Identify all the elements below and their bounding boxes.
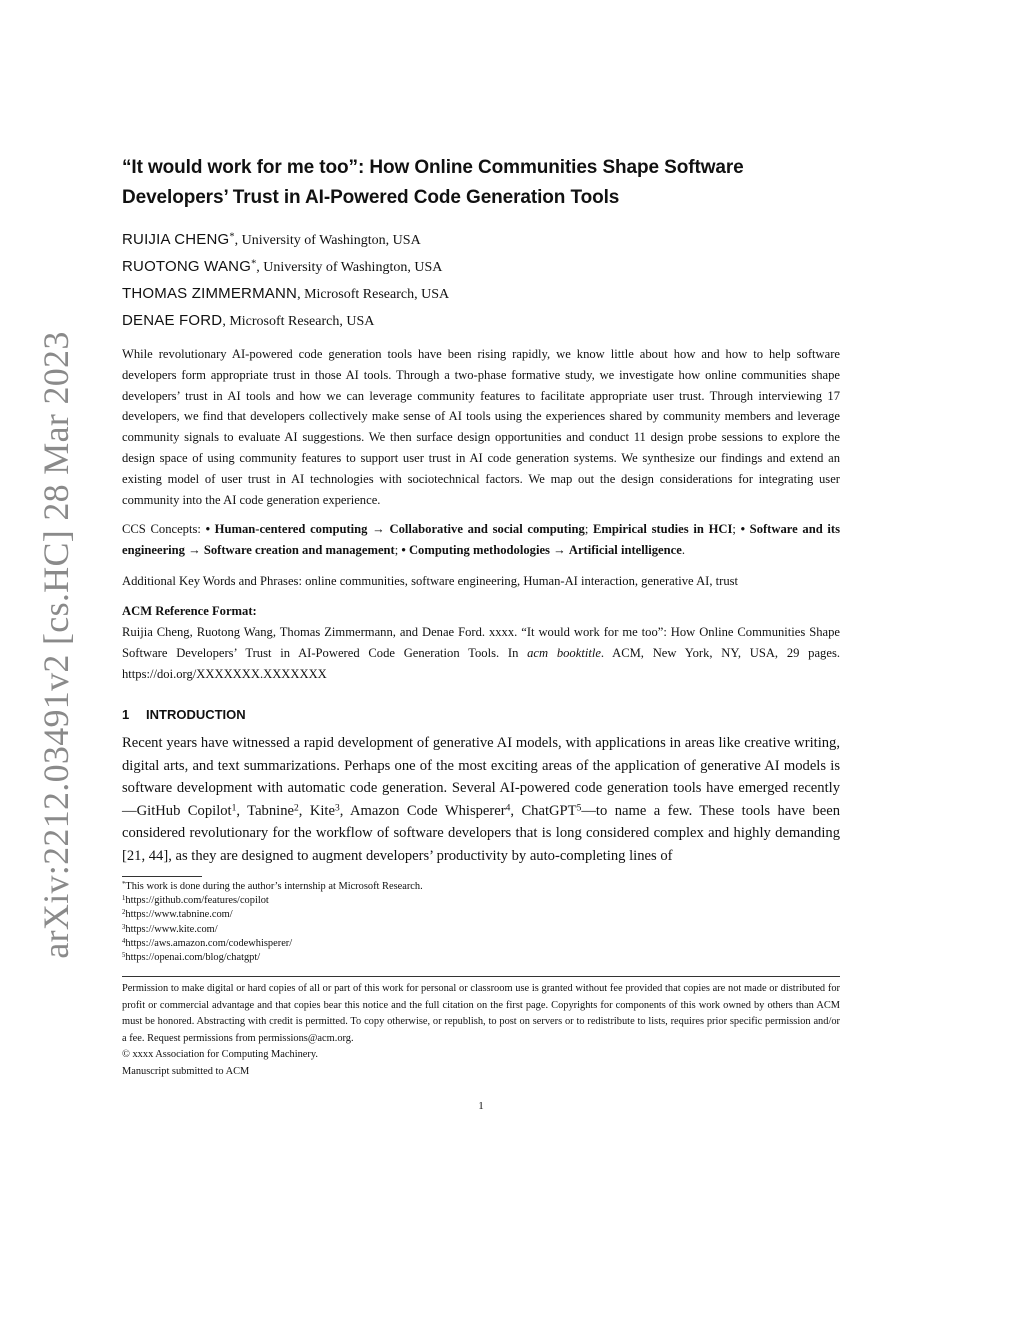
author-affiliation: , University of Washington, USA xyxy=(256,260,443,275)
reference-format-text xyxy=(122,622,840,685)
ccs-arrow: → xyxy=(367,522,390,536)
footnote-text: This work is done during the author’s internship at Microsoft Research. xyxy=(125,881,423,892)
ccs-separator: ; xyxy=(584,522,594,536)
intro-text: , ChatGPT xyxy=(510,802,577,819)
author-list xyxy=(122,226,840,334)
footnote xyxy=(122,880,840,894)
reference-text-part: . ACM, New York, NY, USA, 29 pages. https://doi.org/XXXXXXX.XXXXXXX xyxy=(122,646,840,681)
author-name: DENAE FORD xyxy=(122,312,223,329)
intro-text: —to name a few. These tools have been considered revolutionary for the workflow of software developers that is long considered complex and highly demanding [21, 44], as they are designed to augment developers’ productivity by auto-completing lines of xyxy=(122,802,841,864)
author-entry xyxy=(122,280,840,307)
keywords: Additional Key Words and Phrases: online communities, software engineering, Human-AI interaction, generative AI, trust xyxy=(122,574,739,588)
footnote-link[interactable]: https://www.tabnine.com/ xyxy=(125,909,233,921)
footnote xyxy=(122,908,840,922)
ccs-separator: ; xyxy=(394,543,402,557)
footnote-mark: 4 xyxy=(122,937,126,945)
footnotes xyxy=(122,880,840,965)
intro-text: , Amazon Code Whisperer xyxy=(339,802,506,819)
author-entry xyxy=(122,253,840,280)
footnote-divider xyxy=(122,876,202,877)
ccs-concept: Software creation and management xyxy=(203,543,395,557)
ccs-arrow: → xyxy=(184,543,204,557)
author-mark: * xyxy=(229,231,235,243)
ccs-concept: • Software and its engineering xyxy=(122,522,841,557)
ccs-end: . xyxy=(681,543,685,557)
copyright-notice: © xxxx Association for Computing Machinery. xyxy=(122,1049,318,1060)
author-name: RUIJIA CHENG xyxy=(122,231,230,248)
footnote xyxy=(122,923,840,937)
footnote-ref[interactable]: 4 xyxy=(505,803,511,814)
footnote xyxy=(122,894,840,908)
intro-text: Recent years have witnessed a rapid development of generative AI models, with applications in areas like creative writing, digital arts, and text summarizations. Perhaps one of the most exciting areas of the application of generative AI models is software development with automatic code generation. Several AI-powered code generation tools have emerged recently—GitHub Copilot xyxy=(122,735,840,819)
footnote xyxy=(122,951,840,965)
reference-text-part: Ruijia Cheng, Ruotong Wang, Thomas Zimmermann, and Denae Ford. xxxx. “It would work for me too”: How Online Communities Shape Software Developers’ Trust in AI-Powered Code Generation Tools. In xyxy=(122,625,840,660)
ccs-concept: • Human-centered computing xyxy=(205,522,368,536)
author-mark: * xyxy=(251,258,257,270)
intro-text: , Tabnine xyxy=(236,802,294,819)
section-title: INTRODUCTION xyxy=(146,707,246,722)
footnote-ref[interactable]: 2 xyxy=(293,803,299,814)
footnote-mark: 3 xyxy=(122,923,126,931)
footnote-mark: 2 xyxy=(122,909,126,917)
footnote-link[interactable]: https://openai.com/blog/chatgpt/ xyxy=(125,952,261,964)
author-entry xyxy=(122,226,840,253)
author-affiliation: , University of Washington, USA xyxy=(234,233,421,248)
footnote-mark: * xyxy=(122,880,126,888)
ccs-arrow: → xyxy=(549,543,569,557)
footnote-mark: 5 xyxy=(122,951,126,959)
arxiv-watermark: arXiv:2212.03491v2 [cs.HC] 28 Mar 2023 xyxy=(36,331,76,959)
section-heading xyxy=(122,705,246,725)
permission-notice: Permission to make digital or hard copies of all or part of this work for personal or classroom use is granted without fee provided that copies are not made or distributed for profit or commercial advantage and that copies bear this notice and the full citation on the first page. Copyrights for components of this work owned by others than ACM must be honored. Abstracting with credit is permitted. To copy otherwise, or republish, to post on servers or to redistribute to lists, requires prior specific permission and/or a fee. Request permissions from permissions@acm.org. xyxy=(122,983,840,1044)
reference-format-heading: ACM Reference Format: xyxy=(122,604,257,618)
footnote-link[interactable]: https://github.com/features/copilot xyxy=(125,895,269,907)
footnote-mark: 1 xyxy=(122,895,126,903)
footnote-ref[interactable]: 3 xyxy=(334,803,340,814)
manuscript-note: Manuscript submitted to ACM xyxy=(122,1066,250,1077)
author-affiliation: , Microsoft Research, USA xyxy=(297,287,450,302)
page-number: 1 xyxy=(478,1100,484,1112)
footnote-ref[interactable]: 1 xyxy=(231,803,237,814)
ccs-concept: • Computing methodologies xyxy=(401,543,550,557)
intro-text: , Kite xyxy=(298,802,335,819)
ccs-label: CCS Concepts: xyxy=(122,522,206,536)
footnote-ref[interactable]: 5 xyxy=(576,803,582,814)
footnote-link[interactable]: https://www.kite.com/ xyxy=(125,923,218,935)
author-entry xyxy=(122,307,840,334)
intro-paragraph xyxy=(122,732,840,868)
ccs-concepts xyxy=(122,519,840,561)
permission-divider xyxy=(122,976,840,977)
section-number: 1 xyxy=(122,707,130,722)
footnote-link[interactable]: https://aws.amazon.com/codewhisperer/ xyxy=(125,937,293,949)
footnote xyxy=(122,937,840,951)
ccs-separator: ; xyxy=(732,522,741,536)
abstract: While revolutionary AI-powered code generation tools have been rising rapidly, we know little about how and how to help software developers form appropriate trust in those AI tools. Through a two-phase formative study, we investigate how online communities shape developers’ trust in AI tools and how we can leverage community features to facilitate appropriate user trust. Through interviewing 17 developers, we find that developers collectively make sense of AI tools using the experiences shared by community members and leverage community signals to evaluate AI suggestions. We then surface design opportunities and conduct 11 design probe sessions to explore the design space of using community features to support user trust in AI code generation systems. We synthesize our findings and extend an existing model of user trust in AI technologies with sociotechnical factors. We map out the design considerations for integrating user community into the AI code generation experience. xyxy=(122,347,840,507)
author-affiliation: , Microsoft Research, USA xyxy=(222,314,375,329)
ccs-concept: Empirical studies in HCI xyxy=(593,522,733,536)
paper-title: “It would work for me too”: How Online Communities Shape Software Developers’ Trust in AI-Powered Code Generation Tools xyxy=(122,157,744,208)
reference-venue: acm booktitle xyxy=(527,646,601,660)
author-name: RUOTONG WANG xyxy=(122,258,252,275)
ccs-concept: Artificial intelligence xyxy=(568,543,682,557)
ccs-concept: Collaborative and social computing xyxy=(389,522,585,536)
author-name: THOMAS ZIMMERMANN xyxy=(122,285,298,302)
